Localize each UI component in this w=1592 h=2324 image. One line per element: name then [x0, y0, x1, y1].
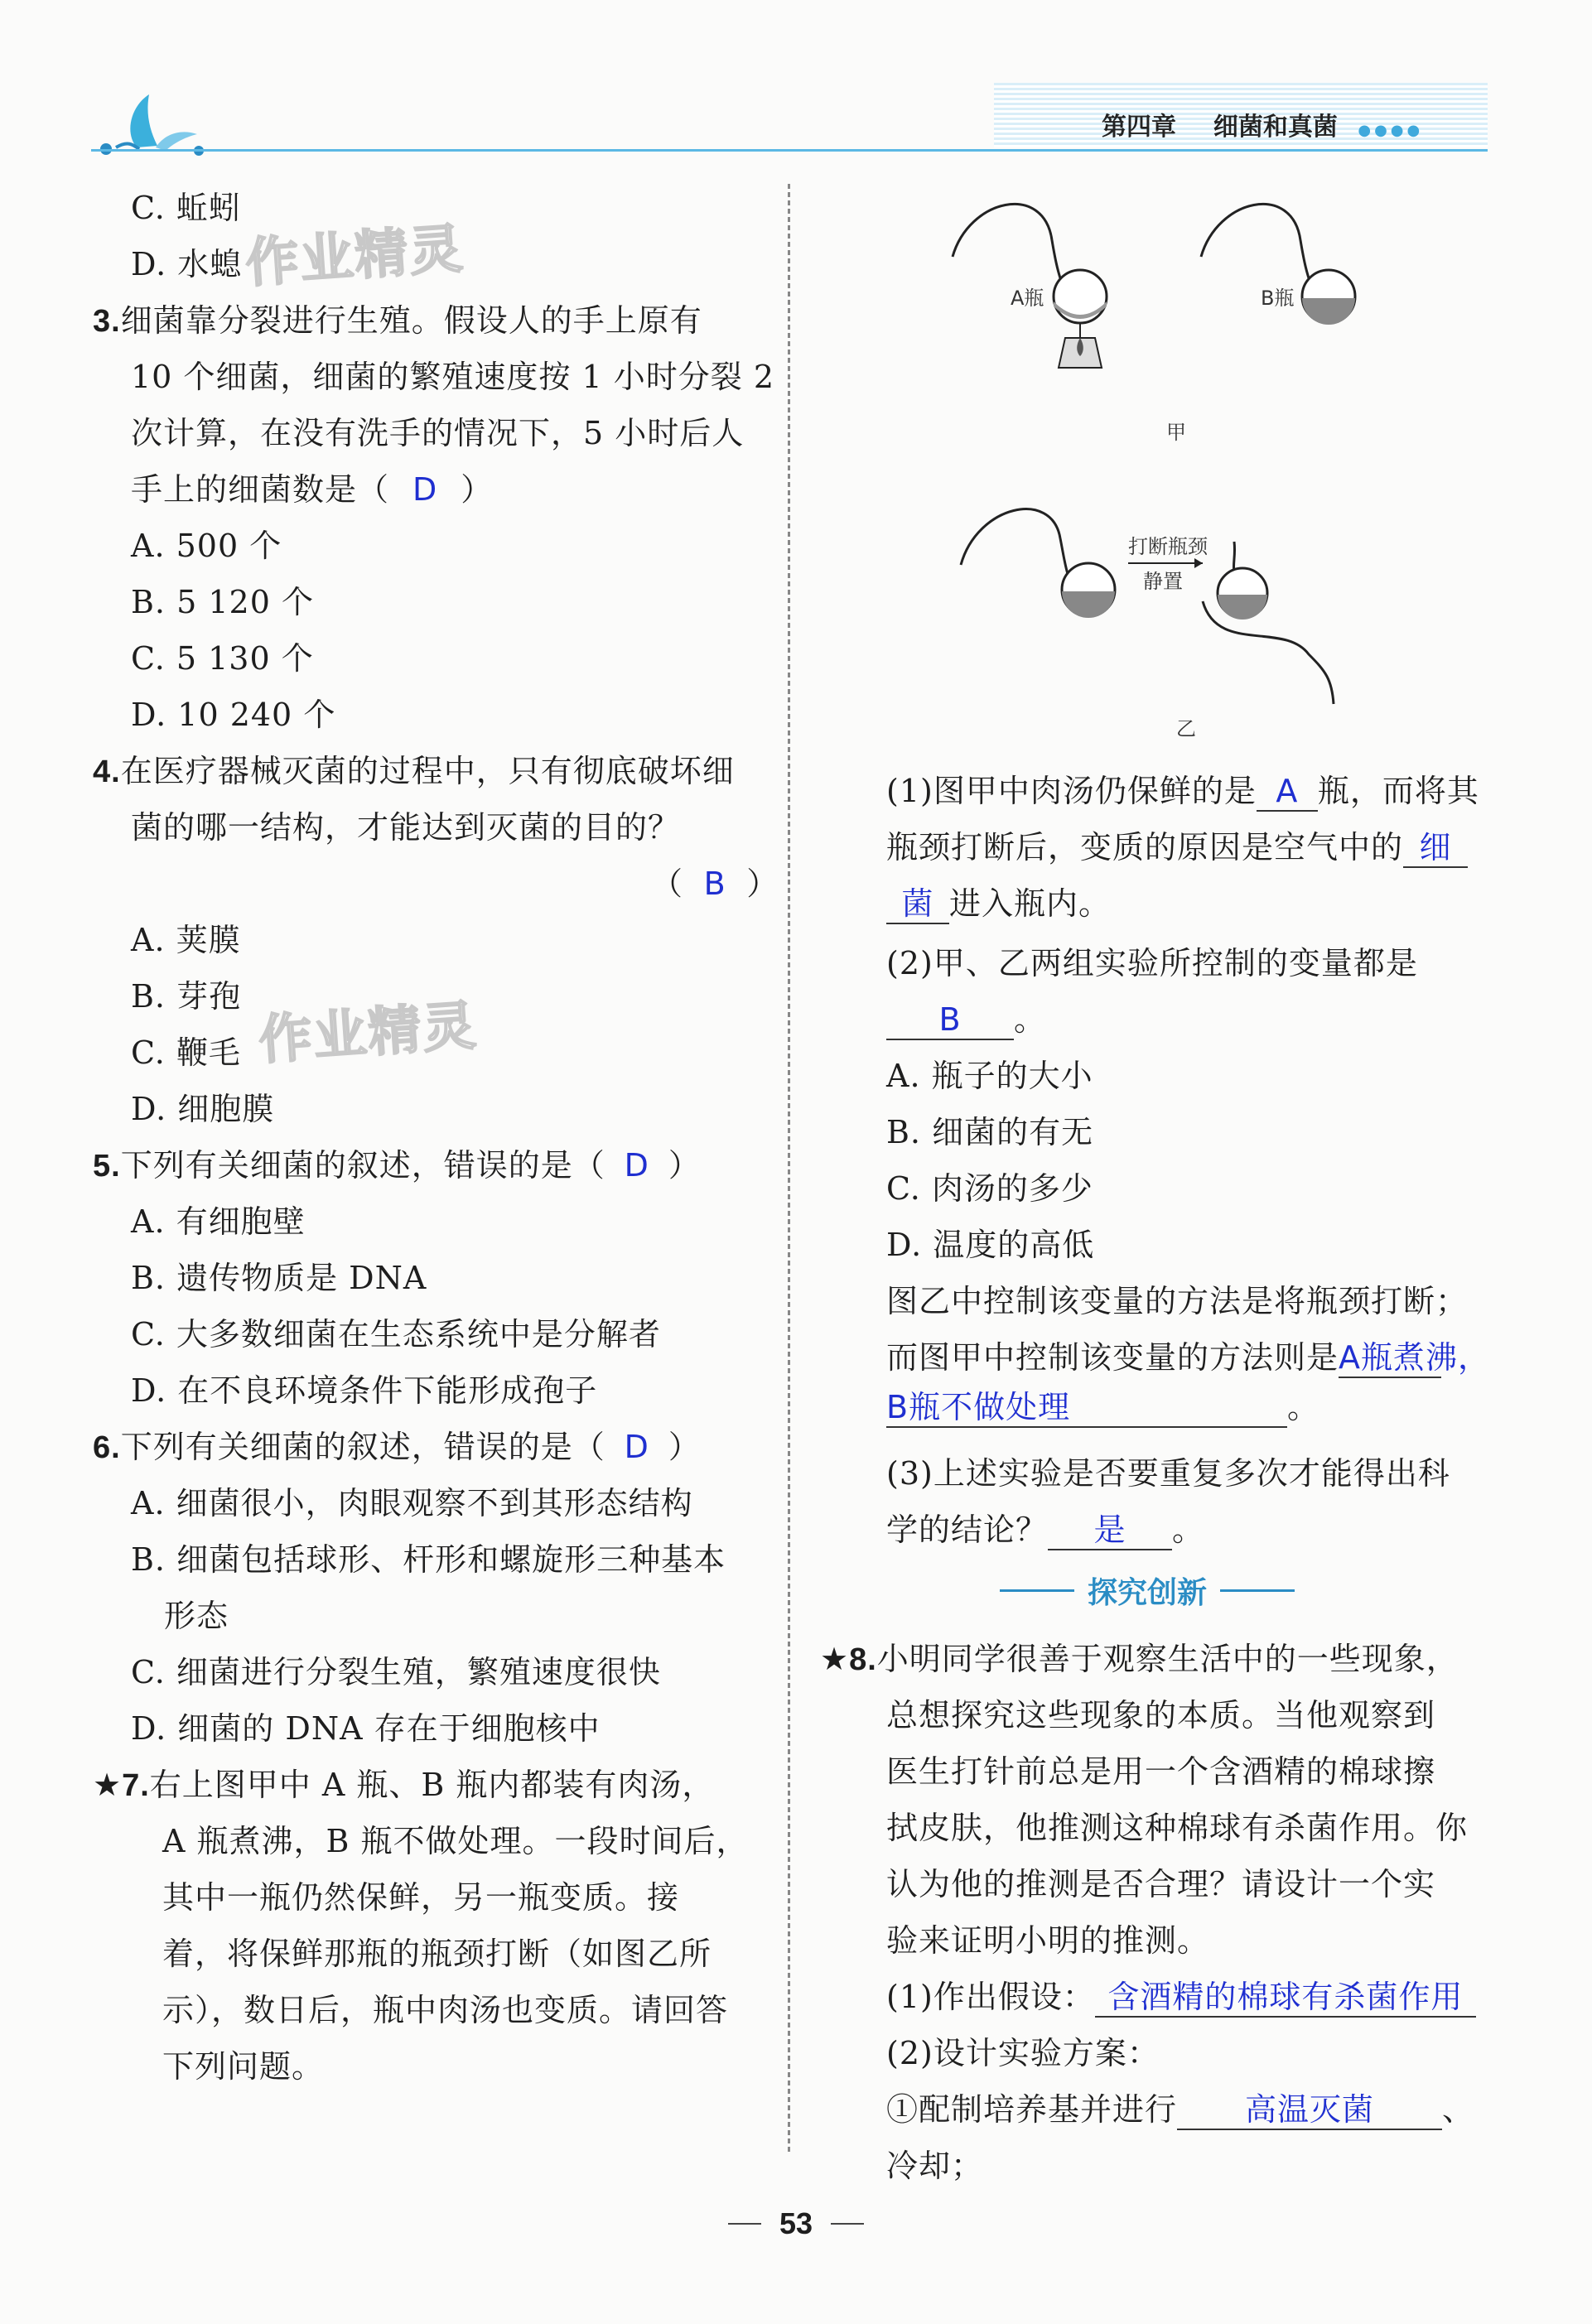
header-dots: ●●●● — [1358, 122, 1424, 139]
q3-option-d: D. 10 240 个 — [131, 697, 336, 733]
q6-option-b: B. 细菌包括球形、杆形和螺旋形三种基本 — [131, 1541, 726, 1578]
chapter-number: 第四章 — [1102, 113, 1176, 142]
q6-option-d: D. 细菌的 DNA 存在于细胞核中 — [131, 1710, 601, 1747]
chapter-title: 细菌和真菌 — [1213, 113, 1338, 142]
page-number: 53 — [779, 2206, 813, 2240]
watermark: 作业精灵 — [257, 995, 480, 1073]
q8-hypothesis: (1)作出假设： 含酒精的棉球有杀菌作用 — [886, 1978, 1476, 2018]
watermark: 作业精灵 — [244, 218, 466, 296]
q7-3-answer[interactable]: 是 — [1048, 1511, 1172, 1550]
q3-line-4: 手上的细菌数是（ D ） — [131, 471, 494, 508]
column-divider — [788, 184, 790, 2155]
flask-figure — [936, 190, 1433, 754]
q7-2-answer[interactable]: B — [886, 1000, 1014, 1040]
q6-option-b-cont: 形态 — [164, 1598, 229, 1634]
q4-line-2: 菌的哪一结构，才能达到灭菌的目的？ — [131, 809, 681, 846]
q7-2-line-1: (2)甲、乙两组实验所控制的变量都是 — [886, 945, 1418, 981]
q7-2-option-c: C. 肉汤的多少 — [886, 1170, 1093, 1207]
q7-line-5: 示），数日后，瓶中肉汤也变质。请回答 — [162, 1992, 729, 2028]
q5-option-d: D. 在不良环境条件下能形成孢子 — [131, 1372, 598, 1409]
q7-1-answer-a[interactable]: A — [1257, 772, 1318, 812]
q7-line-3: 其中一瓶仍然保鲜，另一瓶变质。接 — [162, 1879, 680, 1916]
q7-2-method-c: B瓶不做处理 。 — [886, 1388, 1319, 1428]
q7-line-1: ★7.右上图甲中 A 瓶、B 瓶内都装有肉汤， — [93, 1767, 715, 1803]
q4-answer[interactable]: B — [703, 865, 726, 902]
q7-line-4: 着，将保鲜那瓶的瓶颈打断（如图乙所 — [162, 1936, 712, 1972]
q8-step-1: ①配制培养基并进行 高温灭菌 、 — [886, 2090, 1474, 2130]
q3-option-a: A. 500 个 — [131, 528, 282, 564]
q7-2-option-d: D. 温度的高低 — [886, 1227, 1095, 1263]
q8-step-1-answer[interactable]: 高温灭菌 — [1177, 2090, 1442, 2130]
q8-line-5: 认为他的推测是否合理？请设计一个实 — [886, 1866, 1436, 1902]
q2-option-d: D. 水螅 — [131, 246, 243, 282]
q8-line-6: 验来证明小明的推测。 — [886, 1922, 1210, 1959]
q3-answer[interactable]: D — [412, 471, 438, 508]
q7-1-answer-b1[interactable]: 细 — [1403, 828, 1468, 868]
q7-2-method-answer-2[interactable]: B瓶不做处理 — [886, 1388, 1287, 1428]
label-a: A瓶 — [1011, 287, 1044, 310]
q4-answer-bracket: （ B ） — [651, 865, 779, 902]
q7-3-line-2: 学的结论？ 是 。 — [886, 1511, 1204, 1550]
q7-2-method-b: 而图甲中控制该变量的方法则是A瓶煮沸， — [886, 1338, 1441, 1378]
q8-plan: (2)设计实验方案： — [886, 2035, 1160, 2071]
q7-1-line-1: (1)图甲中肉汤仍保鲜的是 A 瓶，而将其 — [886, 772, 1479, 812]
q7-1-line-2: 瓶颈打断后，变质的原因是空气中的 细 — [886, 828, 1468, 868]
arrow-bottom-label: 静置 — [1143, 570, 1183, 593]
q7-2-line-2: B 。 — [886, 1000, 1046, 1040]
q8-line-2: 总想探究这些现象的本质。当他观察到 — [886, 1697, 1436, 1733]
q2-option-c: C. 蚯蚓 — [131, 190, 241, 226]
q8-hypothesis-answer[interactable]: 含酒精的棉球有杀菌作用 — [1095, 1978, 1476, 2018]
q7-2-option-b: B. 细菌的有无 — [886, 1114, 1094, 1150]
label-yi: 乙 — [1176, 717, 1196, 740]
q7-2-method-answer-1[interactable]: A瓶煮沸， — [1339, 1338, 1441, 1378]
q7-1-answer-b2[interactable]: 菌 — [886, 885, 949, 924]
header-chapter — [1102, 106, 1423, 142]
q6-answer[interactable]: D — [624, 1429, 649, 1465]
q6-option-a: A. 细菌很小，肉眼观察不到其形态结构 — [131, 1485, 693, 1521]
q8-line-3: 医生打针前总是用一个含酒精的棉球擦 — [886, 1753, 1436, 1790]
q4-option-d: D. 细胞膜 — [131, 1091, 275, 1127]
label-b: B瓶 — [1261, 287, 1295, 310]
flask-a-neck — [953, 204, 1062, 283]
q3-line-2: 10 个细菌，细菌的繁殖速度按 1 小时分裂 2 — [131, 359, 775, 395]
q7-line-2: A 瓶煮沸，B 瓶不做处理。一段时间后， — [162, 1823, 749, 1859]
q7-2-method-a: 图乙中控制该变量的方法是将瓶颈打断； — [886, 1283, 1469, 1319]
header-rule — [91, 149, 1488, 152]
q8-step-1-cont: 冷却； — [886, 2148, 984, 2184]
q7-2-option-a: A. 瓶子的大小 — [886, 1058, 1093, 1094]
q6-stem: 6.下列有关细菌的叙述，错误的是（ D ） — [93, 1429, 701, 1465]
label-jia: 甲 — [1166, 421, 1186, 444]
q7-3-line-1: (3)上述实验是否要重复多次才能得出科 — [886, 1455, 1450, 1492]
q4-line-1: 4.在医疗器械灭菌的过程中，只有彻底破坏细 — [93, 753, 735, 789]
q3-line-1: 3.细菌靠分裂进行生殖。假设人的手上原有 — [93, 302, 702, 339]
q5-option-a: A. 有细胞壁 — [131, 1203, 306, 1240]
page-footer — [709, 2206, 883, 2241]
q5-option-c: C. 大多数细菌在生态系统中是分解者 — [131, 1316, 661, 1352]
q3-option-b: B. 5 120 个 — [131, 584, 314, 620]
section-heading — [977, 1570, 1317, 1610]
q4-option-b: B. 芽孢 — [131, 978, 242, 1015]
q3-option-c: C. 5 130 个 — [131, 640, 314, 677]
butterfly-icon — [91, 83, 207, 157]
arrow-top-label: 打断瓶颈 — [1128, 535, 1208, 558]
q8-line-4: 拭皮肤，他推测这种棉球有杀菌作用。你 — [886, 1810, 1469, 1846]
q8-line-1: ★8.小明同学很善于观察生活中的一些现象， — [820, 1641, 1459, 1677]
section-title: 探究创新 — [1087, 1575, 1207, 1610]
q5-answer[interactable]: D — [624, 1147, 649, 1184]
q5-stem: 5.下列有关细菌的叙述，错误的是（ D ） — [93, 1147, 701, 1184]
q3-line-3: 次计算，在没有洗手的情况下，5 小时后人 — [131, 415, 745, 451]
header-logo — [91, 83, 207, 157]
q5-option-b: B. 遗传物质是 DNA — [131, 1260, 427, 1296]
q6-option-c: C. 细菌进行分裂生殖，繁殖速度很快 — [131, 1654, 661, 1690]
q7-1-line-3: 菌 进入瓶内。 — [886, 885, 1111, 924]
q4-option-c: C. 鞭毛 — [131, 1034, 241, 1071]
q4-option-a: A. 荚膜 — [131, 922, 241, 958]
q7-line-6: 下列问题。 — [162, 2048, 325, 2085]
